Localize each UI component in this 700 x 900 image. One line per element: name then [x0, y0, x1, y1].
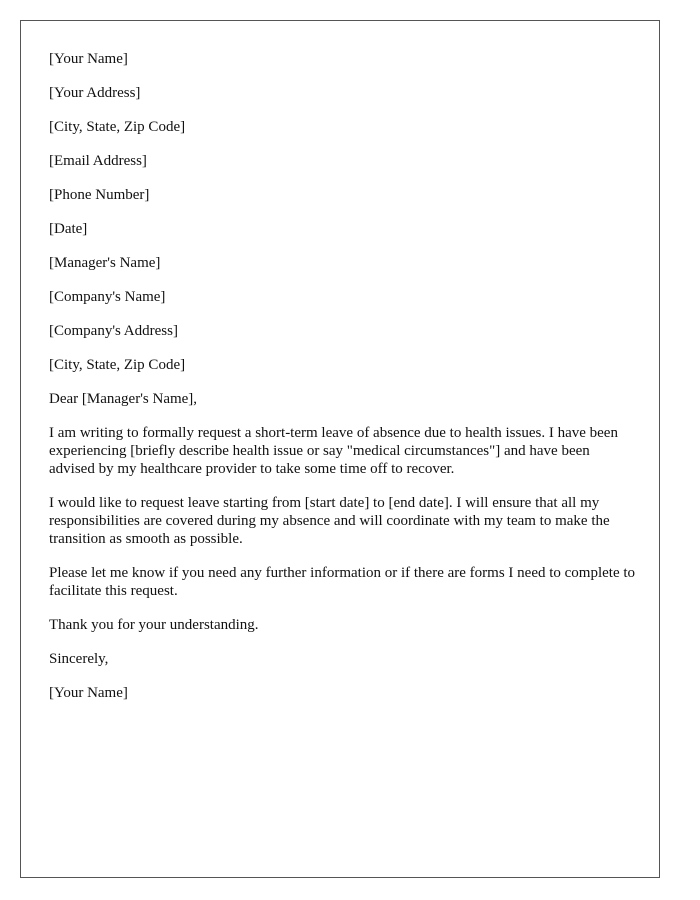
letter-content [49, 50, 639, 718]
sender-address: [Your Address] [49, 85, 141, 101]
body-paragraph-3: Please let me know if you need any further information or if there are forms I need to complete to facilitate this request. [49, 565, 636, 599]
sender-name: [Your Name] [49, 51, 128, 67]
recipient-company-address: [Company's Address] [49, 323, 178, 339]
closing: Sincerely, [49, 651, 109, 667]
sender-email: [Email Address] [49, 153, 147, 169]
signature: [Your Name] [49, 685, 128, 701]
recipient-city-state-zip: [City, State, Zip Code] [49, 357, 186, 373]
body-paragraph-4: Thank you for your understanding. [49, 617, 259, 633]
body-paragraph-2: I would like to request leave starting from [start date] to [end date]. I will ensure that all my responsibilities are covered during my absence and will coordinate with my team to make the transition as smooth as possible. [49, 495, 610, 547]
sender-city-state-zip: [City, State, Zip Code] [49, 119, 186, 135]
letter-date: [Date] [49, 221, 88, 237]
letter-page [20, 20, 660, 878]
sender-phone: [Phone Number] [49, 187, 150, 203]
salutation: Dear [Manager's Name], [49, 391, 198, 407]
recipient-manager-name: [Manager's Name] [49, 255, 161, 271]
body-paragraph-1: I am writing to formally request a short-term leave of absence due to health issues. I have been experiencing [briefly describe health issue or say "medical circumstances"] and have been advised by my healthcare provider to take some time off to recover. [49, 425, 618, 477]
recipient-company-name: [Company's Name] [49, 289, 166, 305]
